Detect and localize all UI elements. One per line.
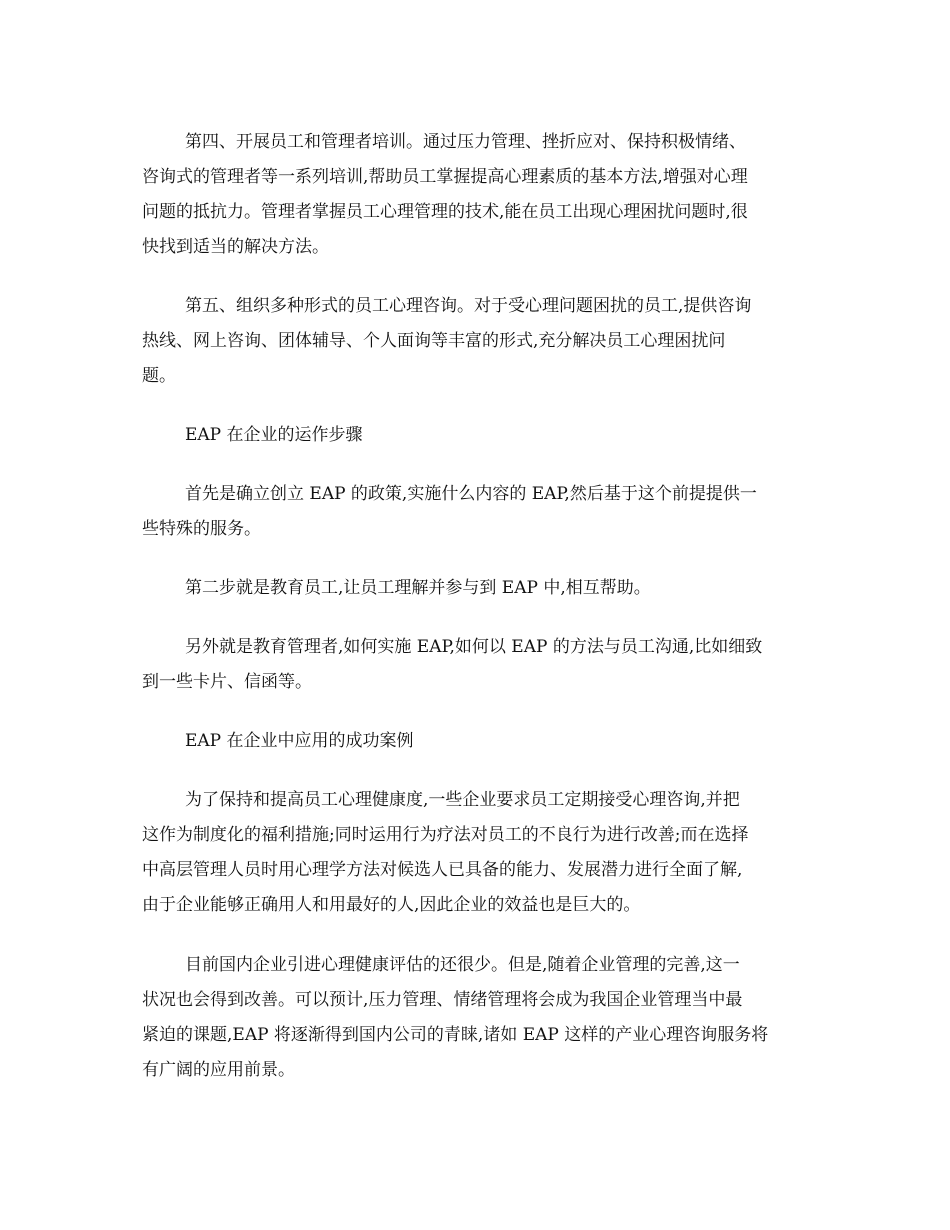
text-line: 紧迫的课题,EAP 将逐渐得到国内公司的青睐,诸如 EAP 这样的产业心理咨询服务将 <box>142 1025 769 1045</box>
text-line: 到一些卡片、信函等。 <box>142 672 312 692</box>
text-line: 这作为制度化的福利措施;同时运用行为疗法对员工的不良行为进行改善;而在选择 <box>142 825 749 845</box>
heading-text: EAP 在企业的运作步骤 <box>185 425 363 445</box>
text-line: 题。 <box>142 366 176 386</box>
text-line: 目前国内企业引进心理健康评估的还很少。但是,随着企业管理的完善,这一 <box>185 955 740 975</box>
heading-text: EAP 在企业中应用的成功案例 <box>185 731 414 751</box>
text-line: 第二步就是教育员工,让员工理解并参与到 EAP 中,相互帮助。 <box>185 578 651 598</box>
text-line: 咨询式的管理者等一系列培训,帮助员工掌握提高心理素质的基本方法,增强对心理 <box>142 167 748 187</box>
text-line: 另外就是教育管理者,如何实施 EAP,如何以 EAP 的方法与员工沟通,比如细致 <box>185 637 763 657</box>
text-line: 由于企业能够正确用人和用最好的人,因此企业的效益也是巨大的。 <box>142 895 641 915</box>
text-line: 状况也会得到改善。可以预计,压力管理、情绪管理将会成为我国企业管理当中最 <box>142 990 743 1010</box>
text-line: 首先是确立创立 EAP 的政策,实施什么内容的 EAP,然后基于这个前提提供一 <box>185 484 757 504</box>
text-line: 为了保持和提高员工心理健康度,一些企业要求员工定期接受心理咨询,并把 <box>185 790 740 810</box>
text-line: 热线、网上咨询、团体辅导、个人面询等丰富的形式,充分解决员工心理困扰问 <box>142 331 726 351</box>
text-line: 有广阔的应用前景。 <box>142 1060 295 1080</box>
text-line: 第五、组织多种形式的员工心理咨询。对于受心理问题困扰的员工,提供咨询 <box>185 296 752 316</box>
text-line: 第四、开展员工和管理者培训。通过压力管理、挫折应对、保持积极情绪、 <box>185 132 746 152</box>
text-line: 快找到适当的解决方法。 <box>142 237 329 257</box>
text-line: 中高层管理人员时用心理学方法对候选人已具备的能力、发展潜力进行全面了解, <box>142 860 743 880</box>
text-line: 问题的抵抗力。管理者掌握员工心理管理的技术,能在员工出现心理困扰问题时,很 <box>142 202 748 222</box>
text-line: 些特殊的服务。 <box>142 519 261 539</box>
